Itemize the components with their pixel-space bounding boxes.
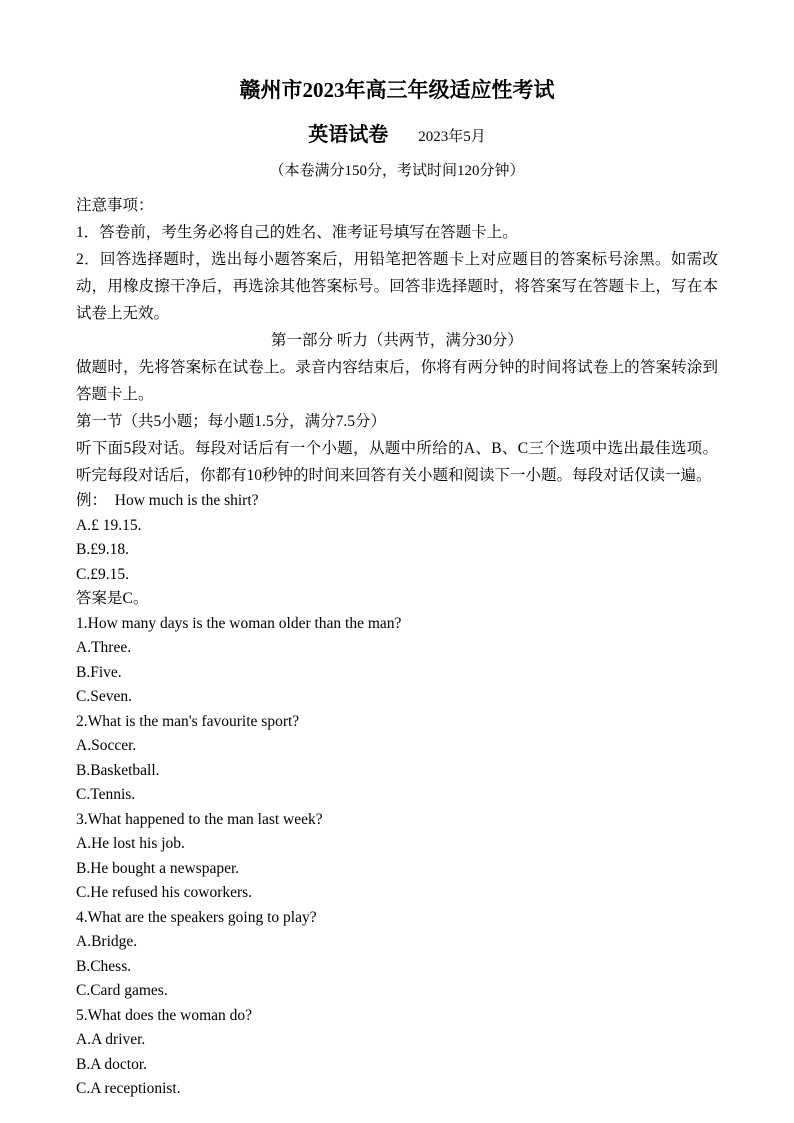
question-4-text: 4.What are the speakers going to play? <box>76 908 317 926</box>
section1-heading: 第一节（共5小题；每小题1.5分，满分7.5分） <box>76 413 387 430</box>
example-option-c: C.£9.15. <box>76 565 129 583</box>
section1-instructions: 听下面5段对话。每段对话后有一个小题，从题中所给的A、B、C三个选项中选出最佳选项。听完每段对话后，你都有10秒钟的时间来回答有关小题和阅读下一小题。每段对话仅读一遍。 <box>76 440 718 484</box>
question-5-option-c: C.A receptionist. <box>76 1080 181 1097</box>
question-1-option-c: C.Seven. <box>76 688 132 705</box>
question-1-option-b: B.Five. <box>76 663 122 681</box>
question-5-option-a: A.A driver. <box>76 1031 146 1048</box>
question-2-option-a: A.Soccer. <box>76 737 137 754</box>
exam-date: 2023年5月 <box>418 129 486 145</box>
question-2-option-b: B.Basketball. <box>76 761 160 779</box>
question-3-text: 3.What happened to the man last week? <box>76 810 323 828</box>
question-4-option-b: B.Chess. <box>76 957 132 975</box>
exam-info: （本卷满分150分，考试时间120分钟） <box>269 163 525 179</box>
question-3-option-b: B.He bought a newspaper. <box>76 859 240 877</box>
question-4-option-c: C.Card games. <box>76 982 168 999</box>
question-5-text: 5.What does the woman do? <box>76 1006 253 1024</box>
question-3-option-c: C.He refused his coworkers. <box>76 884 253 901</box>
example-question: 例： How much is the shirt? <box>76 492 259 509</box>
notice-item-1: 1．答卷前，考生务必将自己的姓名、准考证号填写在答题卡上。 <box>76 224 518 241</box>
question-1-option-a: A.Three. <box>76 639 132 656</box>
question-2-option-c: C.Tennis. <box>76 786 136 803</box>
question-4-option-a: A.Bridge. <box>76 933 138 950</box>
question-2-text: 2.What is the man's favourite sport? <box>76 712 300 730</box>
example-option-a: A.£ 19.15. <box>76 516 142 534</box>
example-answer: 答案是C。 <box>76 590 149 607</box>
part1-heading: 第一部分 听力（共两节，满分30分） <box>271 332 523 349</box>
exam-title: 赣州市2023年高三年级适应性考试 <box>239 78 555 102</box>
notice-item-2: 2．回答选择题时，选出每小题答案后，用铅笔把答题卡上对应题目的答案标号涂黑。如需改动，用橡皮擦干净后，再选涂其他答案标号。回答非选择题时，将答案写在答题卡上，写在本试卷上无效。 <box>76 251 718 322</box>
question-5-option-b: B.A doctor. <box>76 1055 148 1073</box>
notice-heading: 注意事项： <box>76 197 154 214</box>
question-1-text: 1.How many days is the woman older than the man? <box>76 614 402 632</box>
exam-subject: 英语试卷 <box>308 124 389 146</box>
question-3-option-a: A.He lost his job. <box>76 835 185 852</box>
subject-line <box>76 120 718 152</box>
example-option-b: B.£9.18. <box>76 541 129 558</box>
part1-note: 做题时，先将答案标在试卷上。录音内容结束后，你将有两分钟的时间将试卷上的答案转涂到答题卡上。 <box>76 359 718 403</box>
